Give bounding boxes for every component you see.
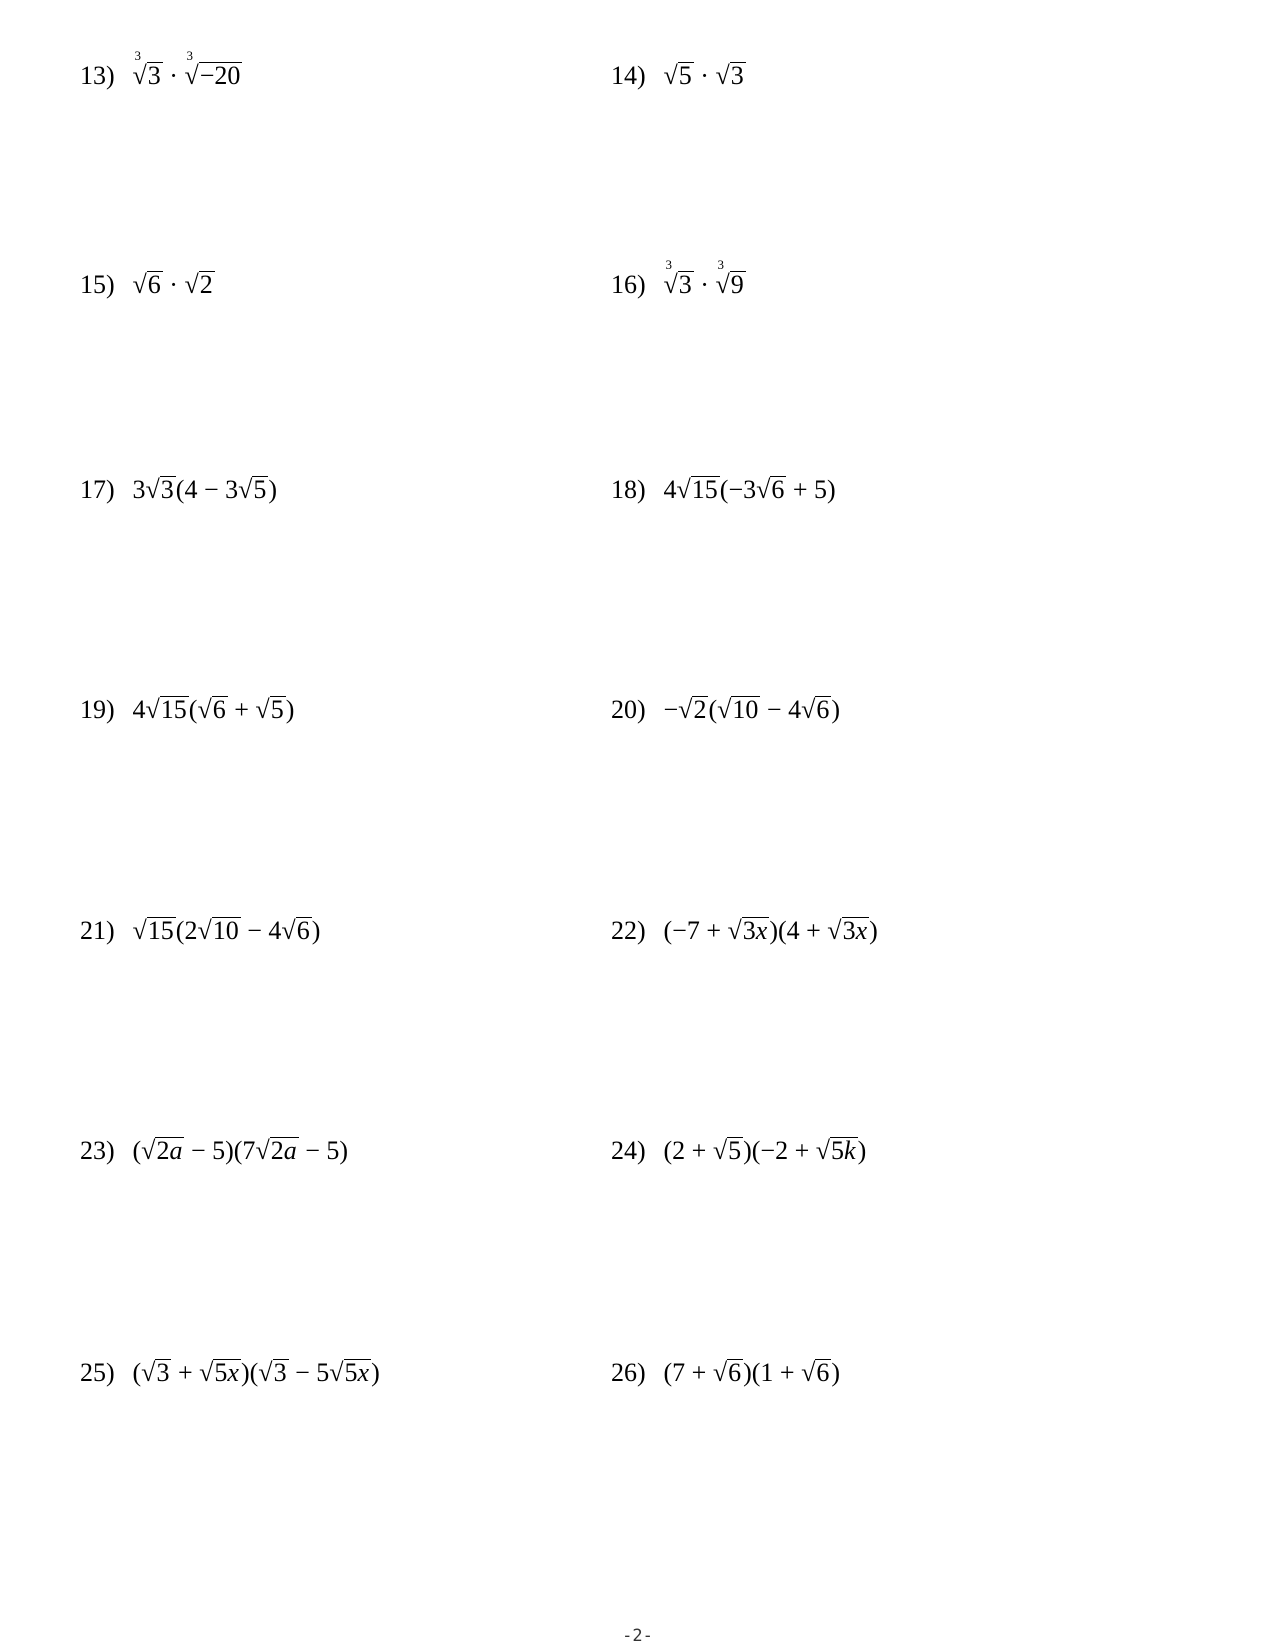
cube-root: 3 √9 bbox=[715, 257, 744, 299]
square-root: √15 bbox=[132, 916, 174, 945]
cube-root: 3 √−20 bbox=[184, 48, 241, 90]
problem-14 bbox=[611, 56, 746, 96]
problem-24 bbox=[611, 1131, 866, 1171]
square-root: √15 bbox=[676, 475, 718, 504]
math-expression: (7 + √6)(1 + √6) bbox=[664, 1353, 841, 1393]
square-root: √10 bbox=[717, 695, 759, 724]
math-expression: (√2a − 5)(7√2a − 5) bbox=[133, 1131, 349, 1171]
problem-13 bbox=[80, 48, 242, 96]
problem-number: 15) bbox=[80, 270, 115, 299]
problem-16 bbox=[611, 257, 746, 305]
problem-number: 14) bbox=[611, 61, 646, 90]
problem-number: 26) bbox=[611, 1358, 646, 1387]
problem-17 bbox=[80, 470, 277, 510]
problem-26 bbox=[611, 1353, 840, 1393]
square-root: √5 bbox=[238, 475, 267, 504]
math-expression: (2 + √5)(−2 + √5k) bbox=[664, 1131, 867, 1171]
cube-root: 3 √3 bbox=[663, 257, 692, 299]
math-expression: −√2(√10 − 4√6) bbox=[664, 690, 841, 730]
square-root: √5x bbox=[199, 1358, 239, 1387]
square-root: √6 bbox=[801, 1358, 830, 1387]
square-root: √3 bbox=[141, 1358, 170, 1387]
square-root: √6 bbox=[712, 1358, 742, 1387]
square-root: √3x bbox=[727, 916, 768, 945]
math-expression: 4√15(√6 + √5) bbox=[133, 690, 295, 730]
square-root: √6 bbox=[756, 475, 785, 504]
problem-22 bbox=[611, 911, 878, 951]
problem-number: 23) bbox=[80, 1136, 115, 1165]
square-root: √5 bbox=[663, 61, 692, 90]
math-expression: √5 · √3 bbox=[664, 56, 746, 96]
math-expression: √6 · √2 bbox=[133, 265, 215, 305]
square-root: √6 bbox=[132, 270, 161, 299]
problem-number: 18) bbox=[611, 475, 646, 504]
square-root: √2a bbox=[141, 1136, 183, 1165]
problem-21 bbox=[80, 911, 320, 951]
square-root: √6 bbox=[197, 695, 226, 724]
problem-number: 22) bbox=[611, 916, 646, 945]
problem-number: 25) bbox=[80, 1358, 115, 1387]
square-root: √3 bbox=[715, 61, 744, 90]
square-root: √5x bbox=[329, 1358, 370, 1387]
square-root: √2 bbox=[184, 270, 213, 299]
problem-number: 19) bbox=[80, 695, 115, 724]
square-root: √2 bbox=[678, 695, 707, 724]
problem-number: 13) bbox=[80, 61, 115, 90]
square-root: √5k bbox=[815, 1136, 856, 1165]
problem-18 bbox=[611, 470, 836, 510]
math-expression: (−7 + √3x)(4 + √3x) bbox=[664, 911, 878, 951]
square-root: √15 bbox=[145, 695, 187, 724]
square-root: √3x bbox=[827, 916, 868, 945]
problem-25 bbox=[80, 1353, 380, 1393]
problem-number: 21) bbox=[80, 916, 115, 945]
problem-number: 16) bbox=[611, 270, 646, 299]
problem-23 bbox=[80, 1131, 348, 1171]
square-root: √5 bbox=[712, 1136, 742, 1165]
square-root: √6 bbox=[801, 695, 830, 724]
cube-root: 3 √3 bbox=[132, 48, 161, 90]
problem-19 bbox=[80, 690, 294, 730]
problem-20 bbox=[611, 690, 840, 730]
square-root: √3 bbox=[145, 475, 174, 504]
problem-number: 17) bbox=[80, 475, 115, 504]
square-root: √10 bbox=[197, 916, 239, 945]
math-expression: 3 √3 · 3 √9 bbox=[664, 265, 746, 305]
math-expression: 3 √3 · 3 √−20 bbox=[133, 56, 243, 96]
math-expression: √15(2√10 − 4√6) bbox=[133, 911, 321, 951]
problem-number: 24) bbox=[611, 1136, 646, 1165]
math-expression: 3√3(4 − 3√5) bbox=[133, 470, 278, 510]
math-expression: (√3 + √5x)(√3 − 5√5x) bbox=[133, 1353, 380, 1393]
square-root: √5 bbox=[255, 695, 284, 724]
problem-15 bbox=[80, 265, 215, 305]
square-root: √3 bbox=[258, 1358, 287, 1387]
square-root: √2a bbox=[255, 1136, 297, 1165]
problem-number: 20) bbox=[611, 695, 646, 724]
page-number: -2- bbox=[622, 1626, 653, 1646]
square-root: √6 bbox=[281, 916, 310, 945]
math-expression: 4√15(−3√6 + 5) bbox=[664, 470, 836, 510]
